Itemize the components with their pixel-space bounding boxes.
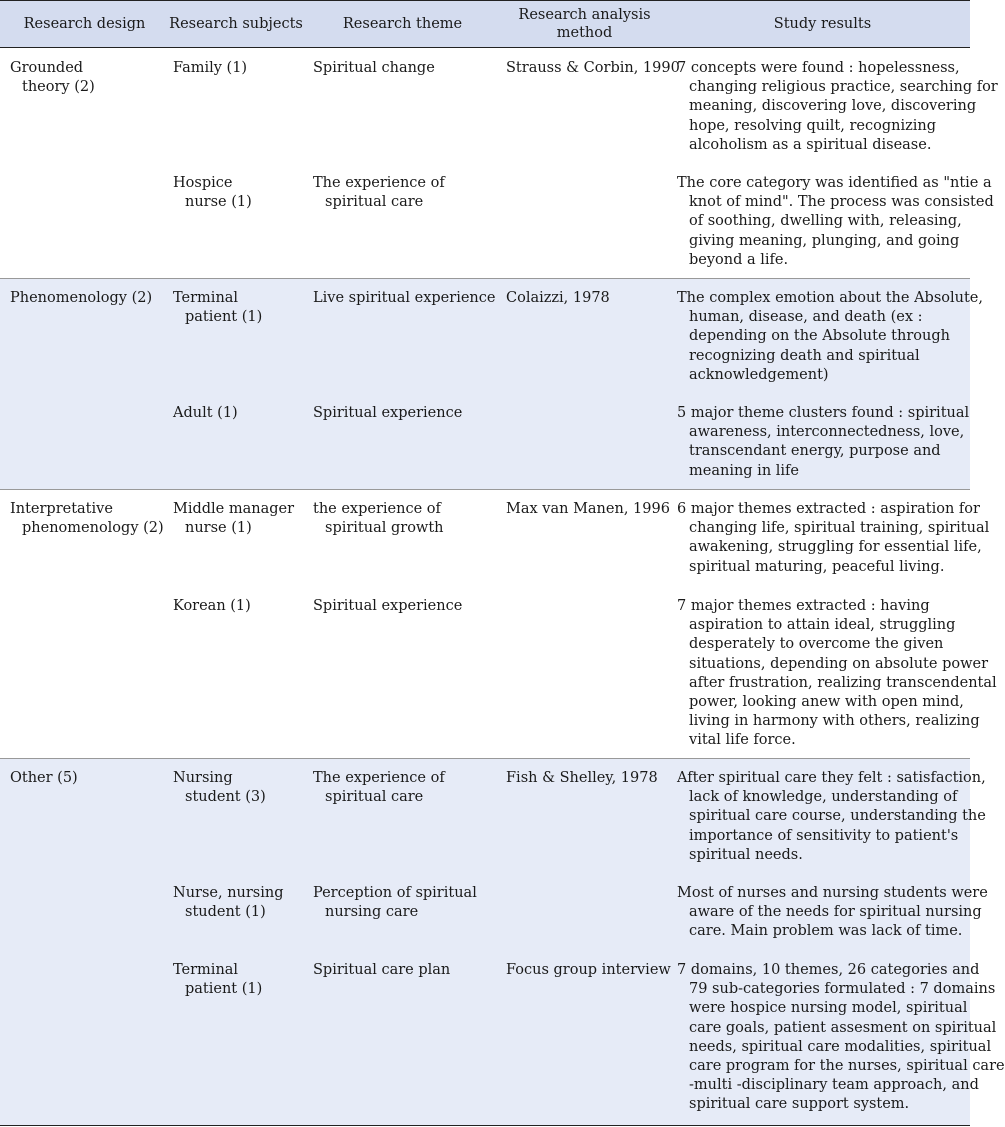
subjects-cell-line: Middle manager	[173, 501, 295, 517]
method-cell	[496, 174, 667, 270]
results-cell-line: Most of nurses and nursing students were	[677, 885, 988, 901]
subjects-cell-line: Terminal	[173, 962, 239, 978]
design-cell	[0, 59, 163, 97]
results-cell-line: The core category was identified as "ntie a	[677, 175, 992, 191]
design-cell-line: Grounded	[10, 60, 84, 76]
results-cell-line: awareness, interconnectedness, love,	[689, 424, 965, 441]
results-cell-line: meaning, discovering love, discovering	[689, 98, 977, 115]
results-cell-line: care goals, patient assesment on spiritual	[689, 1019, 997, 1036]
results-cell	[667, 961, 1005, 1115]
design-cell-line: Phenomenology (2)	[10, 290, 153, 306]
design-cell	[0, 289, 163, 308]
theme-cell	[303, 404, 496, 481]
results-cell	[667, 59, 998, 155]
method-cell-line: Fish & Shelley, 1978	[506, 770, 658, 786]
theme-cell-line: nursing care	[325, 904, 419, 921]
method-cell-line: Colaizzi, 1978	[506, 290, 610, 306]
results-cell	[667, 289, 983, 385]
results-cell-line: importance of sensitivity to patient's	[689, 827, 959, 844]
subjects-cell	[163, 404, 303, 481]
theme-cell-line: Spiritual change	[313, 60, 435, 76]
subjects-cell-line: nurse (1)	[185, 194, 252, 211]
results-cell-line: -multi -disciplinary team approach, and	[689, 1077, 979, 1094]
theme-cell-line: Spiritual care plan	[313, 962, 451, 978]
results-cell-line: spiritual maturing, peaceful living.	[689, 558, 945, 575]
results-cell-line: spiritual care support system.	[689, 1096, 910, 1113]
table-row	[163, 884, 988, 942]
design-cell-line: Other (5)	[10, 770, 78, 786]
subjects-cell-line: patient (1)	[185, 309, 263, 326]
theme-cell-line: The experience of	[313, 175, 445, 191]
results-cell-line: The complex emotion about the Absolute,	[677, 290, 983, 306]
theme-cell-line: spiritual growth	[325, 520, 444, 537]
results-cell-line: 7 concepts were found : hopelessness,	[677, 60, 960, 76]
results-cell-line: power, looking anew with open mind,	[689, 694, 964, 711]
design-cell	[0, 769, 163, 788]
header-label: Research design	[23, 16, 146, 32]
method-cell	[496, 404, 667, 481]
table-row	[163, 597, 997, 751]
results-cell-line: meaning in life	[689, 462, 799, 479]
method-cell	[496, 59, 680, 155]
method-cell	[496, 884, 667, 942]
table-header	[0, 0, 970, 48]
theme-cell	[303, 289, 496, 385]
results-cell-line: giving meaning, plunging, and going	[689, 232, 960, 249]
results-cell-line: transcendant energy, purpose and	[689, 443, 941, 460]
table-row	[163, 59, 998, 155]
table-row	[163, 500, 990, 577]
results-cell	[667, 597, 997, 751]
results-cell-line: situations, depending on absolute power	[689, 655, 988, 672]
results-cell-line: After spiritual care they felt : satisfaction,	[677, 770, 986, 786]
theme-cell	[303, 961, 496, 1115]
theme-cell-line: spiritual care	[325, 789, 424, 806]
subjects-cell	[163, 597, 303, 751]
header-label: Research subjects	[169, 16, 303, 32]
table-group	[0, 490, 997, 759]
design-cell-line: Interpretative	[10, 501, 113, 517]
results-cell-line: care. Main problem was lack of time.	[689, 923, 963, 940]
theme-cell	[303, 769, 496, 865]
results-cell-line: awakening, struggling for essential life,	[689, 539, 982, 556]
results-cell-line: care program for the nurses, spiritual care	[689, 1058, 1005, 1075]
results-cell-line: human, disease, and death (ex :	[689, 309, 923, 326]
table-row	[163, 289, 983, 385]
theme-cell-line: Spiritual experience	[313, 598, 463, 614]
results-cell-line: changing religious practice, searching for	[689, 79, 998, 96]
table-row	[163, 174, 994, 270]
table-body	[0, 48, 1005, 1126]
results-cell	[667, 769, 986, 865]
theme-cell-line: the experience of	[313, 501, 441, 517]
theme-cell-line: spiritual care	[325, 194, 424, 211]
header-label: Study results	[773, 16, 872, 32]
results-cell-line: needs, spiritual care modalities, spiritual	[689, 1038, 992, 1055]
theme-cell-line: The experience of	[313, 770, 445, 786]
subjects-cell-line: Terminal	[173, 290, 239, 306]
header-research-theme	[303, 1, 496, 47]
results-cell	[667, 500, 990, 577]
results-cell-line: spiritual care course, understanding the	[689, 808, 986, 825]
results-cell-line: vital life force.	[689, 732, 796, 749]
theme-cell	[303, 174, 496, 270]
theme-cell	[303, 59, 496, 155]
theme-cell	[303, 884, 496, 942]
results-cell-line: recognizing death and spiritual	[689, 347, 920, 364]
results-cell-line: knot of mind". The process was consisted	[689, 194, 994, 211]
results-cell-line: lack of knowledge, understanding of	[689, 789, 958, 806]
results-cell-line: 5 major theme clusters found : spiritual	[677, 405, 970, 421]
subjects-cell-line: nurse (1)	[185, 520, 252, 537]
results-cell-line: 6 major themes extracted : aspiration for	[677, 501, 980, 517]
results-cell-line: of soothing, dwelling with, releasing,	[689, 213, 962, 230]
results-cell-line: beyond a life.	[689, 251, 789, 268]
subjects-cell-line: Nursing	[173, 770, 233, 786]
design-cell-line: theory (2)	[22, 79, 95, 96]
results-cell-line: 79 sub-categories formulated : 7 domains	[689, 981, 996, 998]
subjects-cell	[163, 769, 303, 865]
results-cell-line: hope, resolving quilt, recognizing	[689, 117, 936, 134]
results-cell-line: were hospice nursing model, spiritual	[689, 1000, 968, 1017]
design-cell	[0, 500, 163, 538]
results-cell-line: spiritual needs.	[689, 846, 803, 863]
subjects-cell	[163, 961, 303, 1115]
header-study-results	[667, 1, 970, 47]
results-cell-line: aspiration to attain ideal, struggling	[689, 617, 956, 634]
table-group	[0, 48, 998, 279]
subjects-cell	[163, 289, 303, 385]
theme-cell-line: Spiritual experience	[313, 405, 463, 421]
subjects-cell-line: Korean (1)	[173, 598, 251, 614]
theme-cell	[303, 597, 496, 751]
theme-cell-line: Perception of spiritual	[313, 885, 477, 901]
subjects-cell-line: Family (1)	[173, 60, 248, 76]
results-cell-line: aware of the needs for spiritual nursing	[689, 904, 982, 921]
results-cell-line: acknowledgement)	[689, 366, 829, 383]
results-cell-line: 7 major themes extracted : having	[677, 598, 930, 614]
method-cell-line: Max van Manen, 1996	[506, 501, 670, 517]
results-cell-line: living in harmony with others, realizing	[689, 713, 980, 730]
results-cell-line: after frustration, realizing transcendental	[689, 674, 997, 691]
table-row	[163, 404, 970, 481]
subjects-cell-line: student (1)	[185, 904, 266, 921]
results-cell-line: depending on the Absolute through	[689, 328, 950, 345]
subjects-cell	[163, 59, 303, 155]
method-cell	[496, 597, 667, 751]
subjects-cell-line: student (3)	[185, 789, 266, 806]
results-cell-line: alcoholism as a spiritual disease.	[689, 136, 932, 153]
header-label: method	[556, 25, 613, 41]
table-row	[163, 961, 1005, 1115]
header-analysis-method	[496, 1, 667, 47]
subjects-cell-line: patient (1)	[185, 981, 263, 998]
results-cell	[667, 404, 970, 481]
method-cell-line: Strauss & Corbin, 1990	[506, 60, 680, 76]
theme-cell	[303, 500, 496, 577]
theme-cell-line: Live spiritual experience	[313, 290, 496, 306]
results-cell	[667, 884, 988, 942]
results-cell-line: desperately to overcome the given	[689, 636, 944, 653]
method-cell-line: Focus group interview	[506, 962, 671, 978]
method-cell	[496, 289, 667, 385]
table-row	[163, 769, 986, 865]
table-group	[0, 279, 983, 490]
design-cell-line: phenomenology (2)	[22, 520, 164, 537]
results-cell	[667, 174, 994, 270]
results-cell-line: 7 domains, 10 themes, 26 categories and	[677, 962, 980, 978]
subjects-cell-line: Hospice	[173, 175, 233, 191]
subjects-cell	[163, 174, 303, 270]
header-label: Research theme	[342, 16, 463, 32]
subjects-cell-line: Adult (1)	[173, 405, 238, 421]
subjects-cell	[163, 884, 303, 942]
header-research-design	[0, 1, 163, 47]
header-label: Research analysis	[518, 7, 651, 23]
header-research-subjects	[163, 1, 303, 47]
method-cell	[496, 500, 670, 577]
method-cell	[496, 769, 667, 865]
subjects-cell-line: Nurse, nursing	[173, 885, 284, 901]
method-cell	[496, 961, 671, 1115]
results-cell-line: changing life, spiritual training, spiritual	[689, 520, 990, 537]
table-group	[0, 759, 1005, 1126]
subjects-cell	[163, 500, 303, 577]
